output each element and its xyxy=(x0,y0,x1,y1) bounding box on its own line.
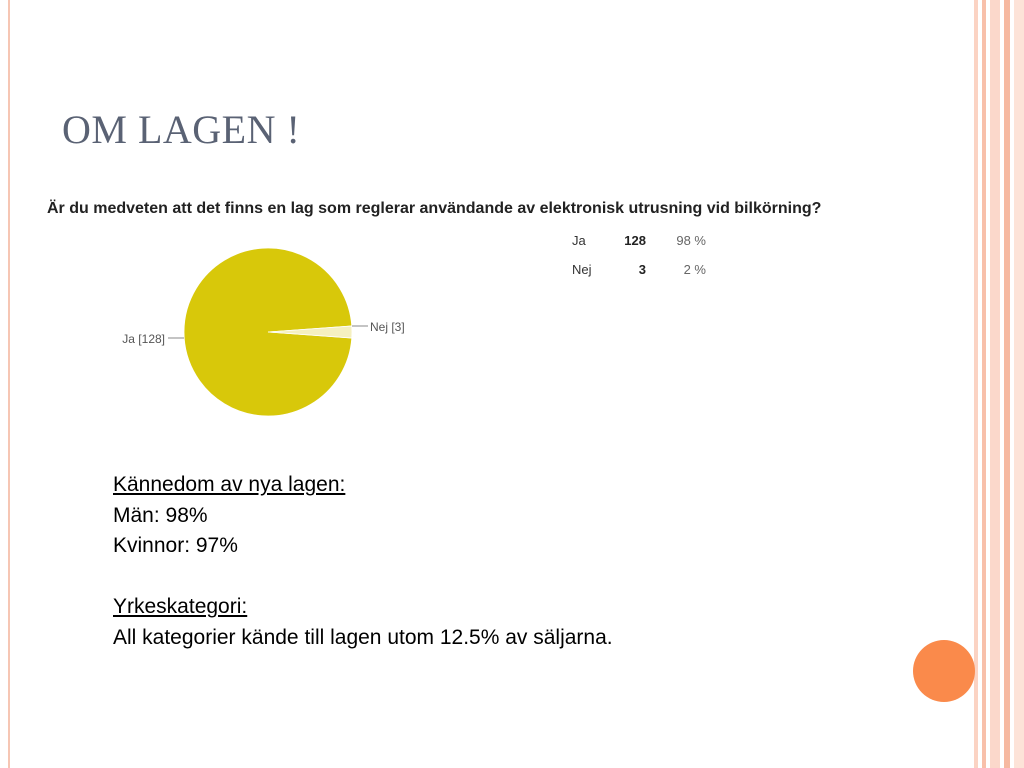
pie-label-nej: Nej [3] xyxy=(370,320,405,334)
results-row-ja xyxy=(566,233,726,262)
notes-category-text: All kategorier kände till lagen utom 12.5% av säljarna. xyxy=(113,625,613,649)
pie-group xyxy=(122,248,404,416)
slide-title: OM LAGEN ! xyxy=(62,107,301,152)
result-label: Nej xyxy=(572,262,592,277)
result-percent: 98 % xyxy=(676,233,706,248)
result-label: Ja xyxy=(572,233,586,248)
chart-question: Är du medveten att det finns en lag som reglerar användande av elektronisk utrusning vid bilkörning? xyxy=(47,200,822,217)
results-table xyxy=(566,233,726,291)
result-percent: 2 % xyxy=(683,262,706,277)
spacer xyxy=(113,562,613,593)
pie-label-ja: Ja [128] xyxy=(122,332,165,346)
notes-men: Män: 98% xyxy=(113,503,208,527)
notes-heading-category: Yrkeskategori: xyxy=(113,595,248,618)
notes-women: Kvinnor: 97% xyxy=(113,534,238,557)
results-row-nej xyxy=(566,262,726,291)
result-count: 128 xyxy=(624,233,646,248)
result-count: 3 xyxy=(638,262,646,277)
notes-heading-awareness: Kännedom av nya lagen: xyxy=(113,473,346,496)
notes-block xyxy=(113,470,613,653)
